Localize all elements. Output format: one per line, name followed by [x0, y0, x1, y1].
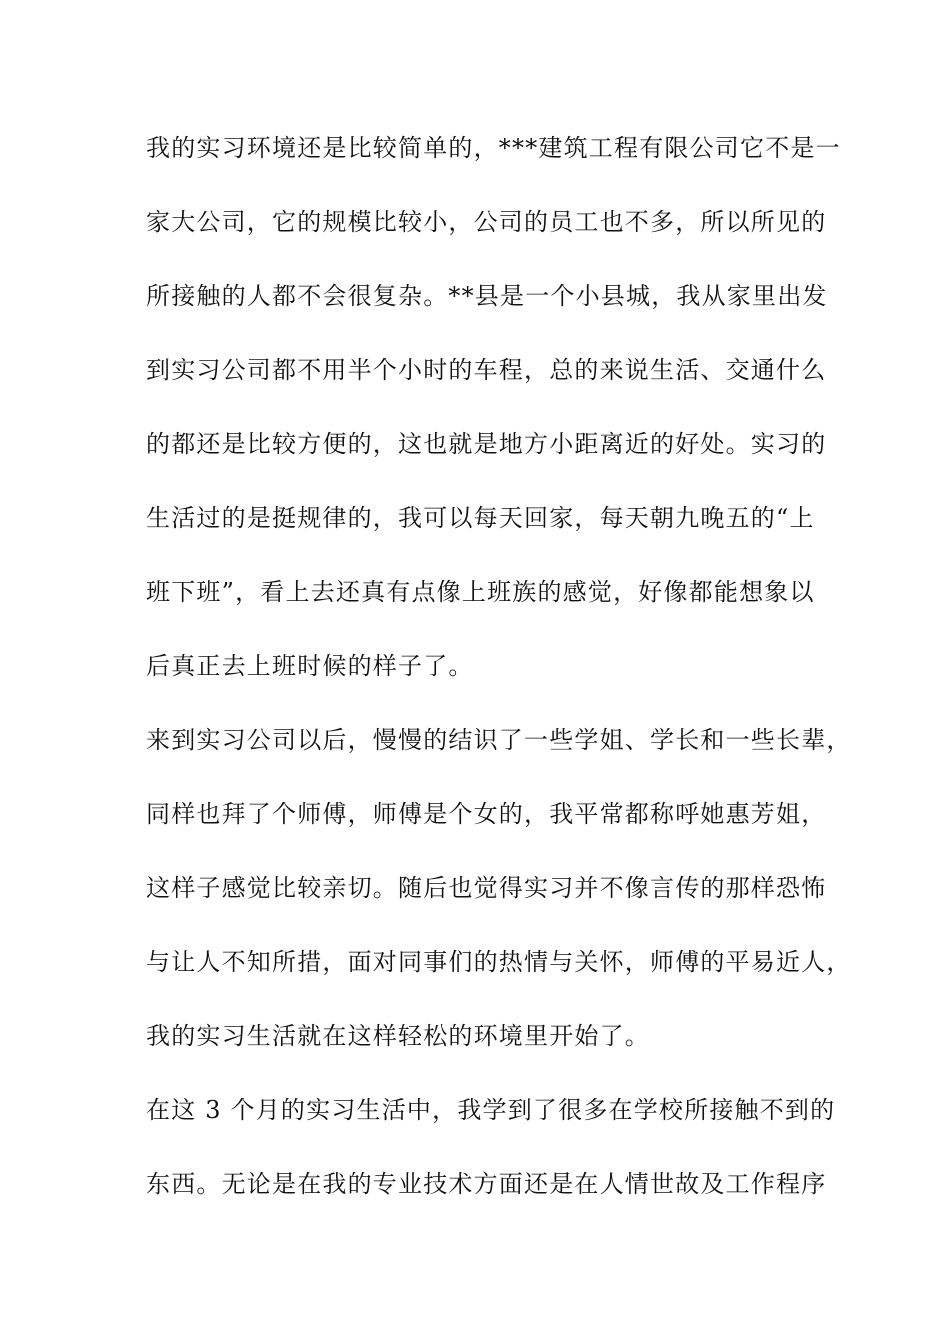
text-line: 来到实习公司以后，慢慢的结识了一些学姐、学长和一些长辈， — [146, 726, 852, 754]
text-line: 生活过的是挺规律的，我可以每天回家，每天朝九晚五的“上 — [146, 504, 815, 532]
text-line: 所接触的人都不会很复杂。**县是一个小县城，我从家里出发 — [146, 282, 828, 310]
text-line: 家大公司，它的规模比较小，公司的员工也不多，所以所见的 — [146, 208, 827, 236]
document-body — [146, 128, 852, 1204]
text-line: 班下班”，看上去还真有点像上班族的感觉，好像都能想象以 — [146, 578, 815, 606]
text-line: 东西。无论是在我的专业技术方面还是在人情世故及工作程序 — [146, 1170, 827, 1198]
text-line: 在这 3 个月的实习生活中，我学到了很多在学校所接触不到的 — [146, 1096, 836, 1124]
text-line: 这样子感觉比较亲切。随后也觉得实习并不像言传的那样恐怖 — [146, 874, 827, 902]
text-line: 到实习公司都不用半个小时的车程，总的来说生活、交通什么 — [146, 356, 827, 384]
paragraph-internship-environment — [146, 128, 841, 686]
text-line: 同样也拜了个师傅，师傅是个女的，我平常都称呼她惠芳姐， — [146, 800, 827, 828]
text-line: 我的实习生活就在这样轻松的环境里开始了。 — [146, 1022, 650, 1050]
text-line: 我的实习环境还是比较简单的，***建筑工程有限公司它不是一 — [146, 134, 841, 162]
paragraph-colleagues-and-mentor — [146, 720, 852, 1056]
text-line: 后真正去上班时候的样子了。 — [146, 652, 474, 680]
paragraph-learning-experience — [146, 1090, 836, 1204]
text-line: 与让人不知所措，面对同事们的热情与关怀，师傅的平易近人， — [146, 948, 852, 976]
text-line: 的都还是比较方便的，这也就是地方小距离近的好处。实习的 — [146, 430, 827, 458]
